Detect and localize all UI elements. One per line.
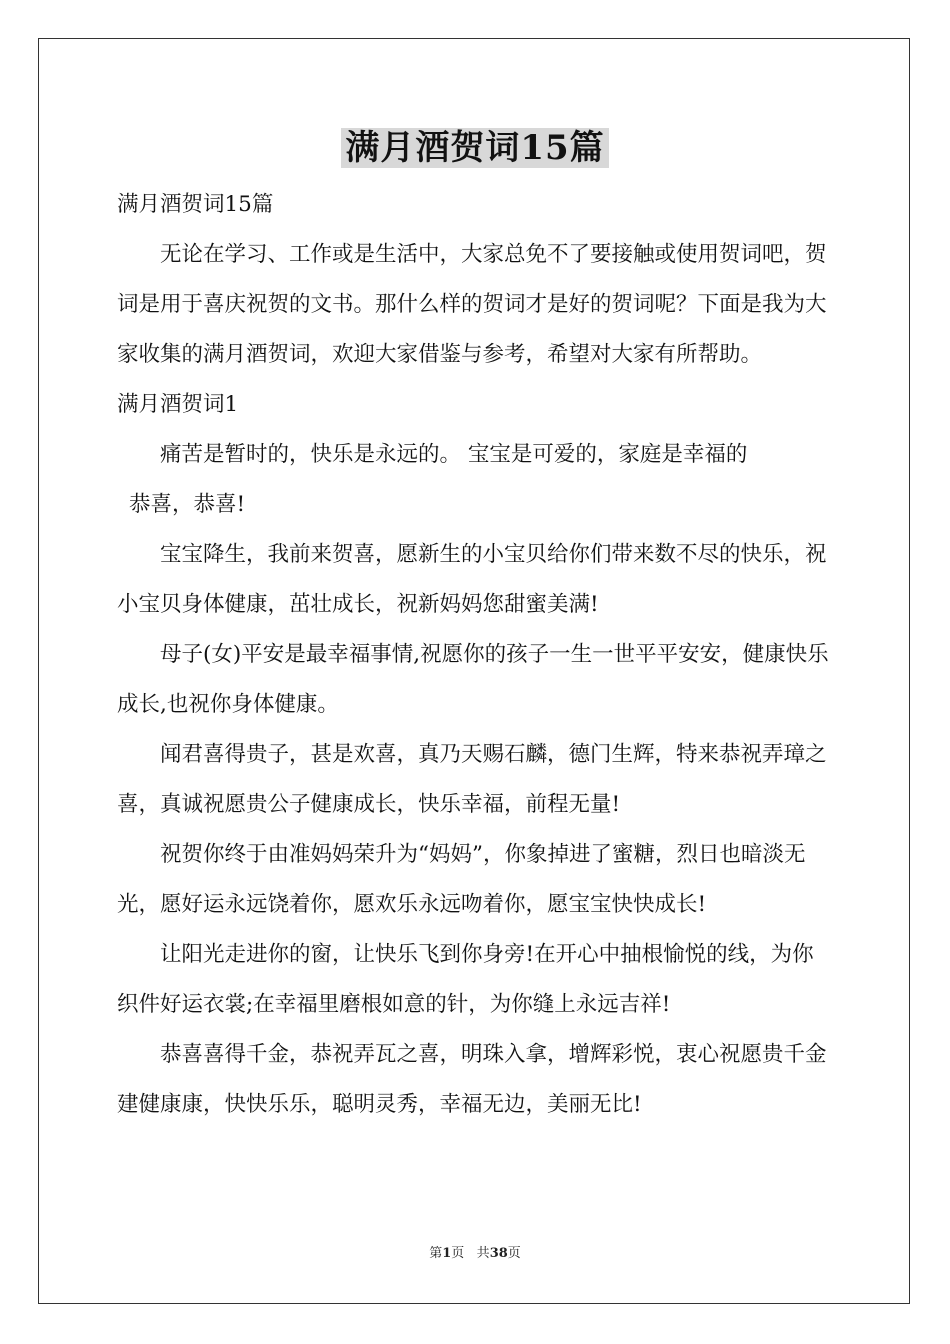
intro-paragraph: 无论在学习、工作或是生活中，大家总免不了要接触或使用贺词吧，贺词是用于喜庆祝贺的文书。那什么样的贺词才是好的贺词呢？下面是我为大家收集的满月酒贺词，欢迎大家借鉴与参考，希望对大家有所帮助。 [117,242,827,367]
document-title-text: 满月酒贺词15篇 [341,128,608,168]
section-heading: 满月酒贺词1 [117,392,239,417]
paragraph-2: 恭喜，恭喜! [129,492,246,517]
page-prefix: 第 [429,1246,443,1261]
paragraph-4: 母子(女)平安是最幸福事情,祝愿你的孩子一生一世平平安安，健康快乐成长,也祝你身体健康。 [117,642,829,717]
paragraph-3: 宝宝降生，我前来贺喜，愿新生的小宝贝给你们带来数不尽的快乐，祝小宝贝身体健康，茁壮成长，祝新妈妈您甜蜜美满! [117,542,827,617]
document-body [117,180,835,1130]
page-total: 38 [489,1246,508,1261]
paragraph-6: 祝贺你终于由准妈妈荣升为“妈妈”，你象掉进了蜜糖，烈日也暗淡无光，愿好运永远饶着你，愿欢乐永远吻着你，愿宝宝快快成长! [117,842,806,917]
page-footer [0,1244,950,1264]
paragraph-8: 恭喜喜得千金，恭祝弄瓦之喜，明珠入拿，增辉彩悦，衷心祝愿贵千金建健康康，快快乐乐，聪明灵秀，幸福无边，美丽无比! [117,1042,827,1117]
total-prefix: 共 [476,1246,490,1261]
paragraph-1: 痛苦是暂时的，快乐是永远的。 宝宝是可爱的，家庭是幸福的 [160,442,748,467]
total-suffix: 页 [507,1246,521,1261]
page-suffix: 页 [451,1246,465,1261]
document-title [0,122,950,174]
paragraph-5: 闻君喜得贵子，甚是欢喜，真乃天赐石麟，德门生辉，特来恭祝弄璋之喜，真诚祝愿贵公子健康成长，快乐幸福，前程无量! [117,742,827,817]
document-subtitle: 满月酒贺词15篇 [117,192,274,217]
paragraph-7: 让阳光走进你的窗，让快乐飞到你身旁!在开心中抽根愉悦的线，为你织件好运衣裳;在幸福里磨根如意的针，为你缝上永远吉祥! [117,942,814,1017]
page-current: 1 [442,1246,452,1261]
